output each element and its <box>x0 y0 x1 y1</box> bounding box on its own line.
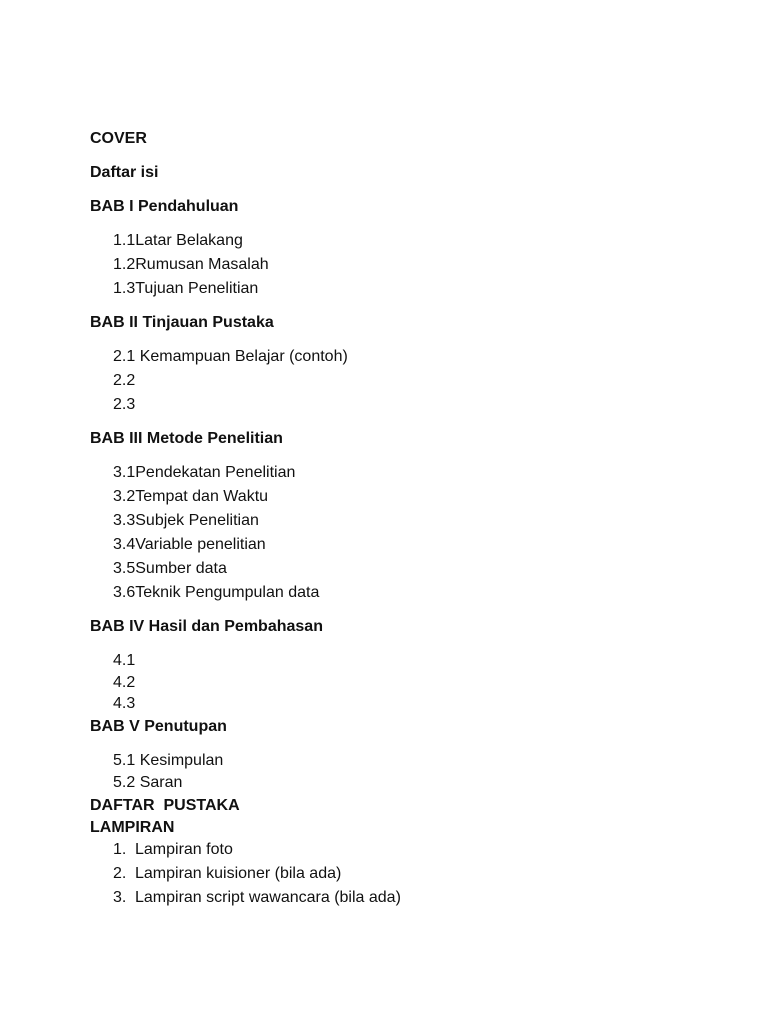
bab1-item: 1.1Latar Belakang <box>113 232 243 249</box>
lampiran-item <box>113 864 341 884</box>
list-number: 2. <box>113 865 127 882</box>
lampiran-item <box>113 888 401 908</box>
daftar-pustaka-heading: DAFTAR PUSTAKA <box>90 797 240 814</box>
bab3-item: 3.6Teknik Pengumpulan data <box>113 584 320 601</box>
bab5-item: 5.2 Saran <box>113 774 183 791</box>
bab5-heading: BAB V Penutupan <box>90 718 227 735</box>
bab3-item: 3.4Variable penelitian <box>113 536 266 553</box>
bab4-item: 4.2 <box>113 674 136 691</box>
bab2-item: 2.1 Kemampuan Belajar (contoh) <box>113 348 348 365</box>
cover-heading: COVER <box>90 130 147 147</box>
lampiran-item-text: Lampiran foto <box>135 841 233 858</box>
bab3-item: 3.5Sumber data <box>113 560 227 577</box>
bab3-item: 3.1Pendekatan Penelitian <box>113 464 296 481</box>
daftar-isi-heading: Daftar isi <box>90 164 159 181</box>
bab2-heading: BAB II Tinjauan Pustaka <box>90 314 274 331</box>
bab1-item: 1.2Rumusan Masalah <box>113 256 269 273</box>
bab2-item: 2.2 <box>113 372 136 389</box>
lampiran-item <box>113 840 233 860</box>
bab3-item: 3.2Tempat dan Waktu <box>113 488 269 505</box>
bab1-heading: BAB I Pendahuluan <box>90 198 239 215</box>
bab4-item: 4.3 <box>113 695 136 712</box>
bab4-heading: BAB IV Hasil dan Pembahasan <box>90 618 323 635</box>
bab4-item: 4.1 <box>113 652 136 669</box>
list-number: 1. <box>113 841 127 858</box>
lampiran-item-text: Lampiran kuisioner (bila ada) <box>135 865 342 882</box>
bab3-heading: BAB III Metode Penelitian <box>90 430 283 447</box>
lampiran-item-text: Lampiran script wawancara (bila ada) <box>135 889 401 906</box>
bab5-item: 5.1 Kesimpulan <box>113 752 224 769</box>
bab3-item: 3.3Subjek Penelitian <box>113 512 259 529</box>
lampiran-heading: LAMPIRAN <box>90 819 175 836</box>
bab1-item: 1.3Tujuan Penelitian <box>113 280 259 297</box>
list-number: 3. <box>113 889 127 906</box>
bab2-item: 2.3 <box>113 396 136 413</box>
